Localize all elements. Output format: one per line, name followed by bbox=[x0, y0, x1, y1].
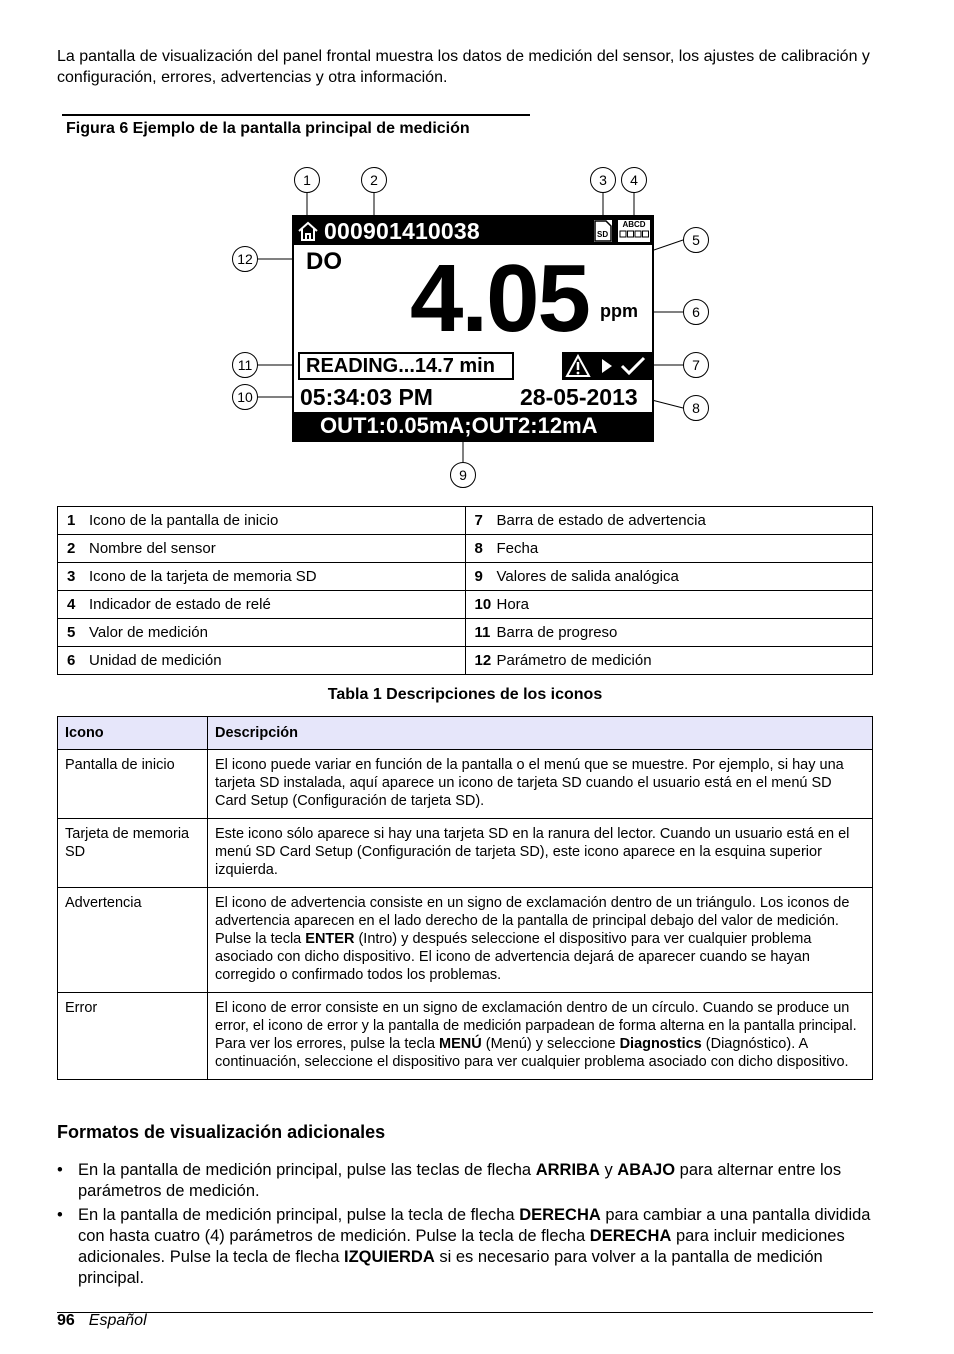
icon-description-cell: El icono de error consiste en un signo de exclamación dentro de un círculo. Cuando se produce un error, el icono de error y la pantalla de medición parpadean de forma alterna en la pantalla principal. Para ver los errores, pulse la tecla MENÚ (Menú) y seleccione Diagnostics (Diagnóstico). A continuación, seleccione el dispositivo para ver cualquier problema asociado con dicho dispositivo. bbox=[208, 993, 873, 1080]
legend-row bbox=[58, 647, 873, 675]
table-row bbox=[58, 750, 873, 819]
legend-row bbox=[58, 591, 873, 619]
legend-number: 10 bbox=[474, 596, 492, 613]
warning-triangle-icon bbox=[567, 356, 589, 376]
legend-label: Valores de salida analógica bbox=[496, 568, 679, 585]
list-item: • En la pantalla de medición principal, pulse la tecla de flecha DERECHA para cambiar a una pantalla dividida con hasta cuatro (4) parámetros de medición. Pulse la tecla de flecha DERECHA para incluir mediciones adicionales. Pulse la tecla de flecha IZQUIERDA si es necesario para volver a la pantalla de medición principal. bbox=[57, 1205, 877, 1289]
callout-8: 8 bbox=[683, 395, 709, 421]
legend-label: Nombre del sensor bbox=[89, 540, 216, 557]
legend-row bbox=[58, 535, 873, 563]
measurement-parameter: DO bbox=[306, 248, 342, 275]
legend-number: 12 bbox=[474, 652, 492, 669]
callout-4: 4 bbox=[621, 167, 647, 193]
legend-label: Barra de progreso bbox=[496, 624, 618, 641]
icon-name-cell: Advertencia bbox=[58, 888, 208, 993]
column-header-description: Descripción bbox=[208, 717, 873, 750]
legend-cell bbox=[465, 535, 873, 563]
sd-card-icon bbox=[594, 220, 612, 242]
intro-paragraph: La pantalla de visualización del panel frontal muestra los datos de medición del sensor, los ajustes de calibración y configuración, errores, advertencias y otra información. bbox=[57, 48, 870, 86]
legend-cell bbox=[58, 647, 466, 675]
figure-caption: Figura 6 Ejemplo de la pantalla principal de medición bbox=[66, 120, 470, 137]
measurement-unit: ppm bbox=[600, 301, 638, 321]
legend-cell bbox=[58, 507, 466, 535]
callout-5: 5 bbox=[683, 227, 709, 253]
legend-label: Valor de medición bbox=[89, 624, 208, 641]
sensor-name: 000901410038 bbox=[324, 218, 480, 244]
legend-number: 4 bbox=[67, 596, 76, 613]
callout-11: 11 bbox=[232, 352, 258, 378]
icon-description-cell: Este icono sólo aparece si hay una tarjeta SD en la ranura del lector. Cuando un usuario está en el menú SD Card Setup (Configuración de tarjeta SD), este icono aparece en la esquina superior izquierda. bbox=[208, 819, 873, 888]
legend-label: Unidad de medición bbox=[89, 652, 222, 669]
legend-label: Icono de la pantalla de inicio bbox=[89, 512, 279, 529]
footer-language: Español bbox=[88, 1312, 147, 1329]
callout-1: 1 bbox=[294, 167, 320, 193]
footer-rule bbox=[57, 1312, 873, 1313]
table-row bbox=[58, 888, 873, 993]
legend-label: Barra de estado de advertencia bbox=[496, 512, 706, 529]
legend-label: Icono de la tarjeta de memoria SD bbox=[89, 568, 317, 585]
icon-descriptions-table bbox=[57, 716, 873, 1080]
legend-row bbox=[58, 563, 873, 591]
arrow-right-icon bbox=[602, 359, 612, 373]
legend-label: Hora bbox=[496, 596, 530, 613]
icon-description-cell: El icono de advertencia consiste en un signo de exclamación dentro de un triángulo. Los iconos de advertencia aparecen en el lado derecho de la pantalla de principal debajo del valor de medición. Pulse la tecla ENTER (Intro) y después seleccione el dispositivo para ver cualquier problema asociado con dicho dispositivo. El icono de advertencia dejará de aparecer cuando se hayan corregido o confirmado todos los problemas. bbox=[208, 888, 873, 993]
table-caption: Tabla 1 Descripciones de los iconos bbox=[327, 686, 603, 703]
legend-number: 5 bbox=[67, 624, 76, 641]
legend-label: Fecha bbox=[496, 540, 539, 557]
sd-card-label: SD bbox=[597, 230, 609, 239]
analog-outputs-bar: OUT1:0.05mA;OUT2:12mA bbox=[294, 412, 652, 440]
table-row bbox=[58, 819, 873, 888]
legend-cell bbox=[58, 535, 466, 563]
legend-row bbox=[58, 619, 873, 647]
legend-cell bbox=[465, 647, 873, 675]
legend-number: 2 bbox=[67, 540, 76, 557]
relay-label: ABCD bbox=[622, 220, 646, 229]
legend-cell bbox=[58, 619, 466, 647]
legend-number: 8 bbox=[474, 540, 483, 557]
legend-cell bbox=[58, 563, 466, 591]
legend-cell bbox=[465, 507, 873, 535]
legend-label: Parámetro de medición bbox=[496, 652, 652, 669]
figure-rule bbox=[62, 114, 530, 116]
page-footer bbox=[57, 1312, 147, 1330]
bullet-list bbox=[57, 1160, 877, 1292]
legend-label: Indicador de estado de relé bbox=[89, 596, 271, 613]
callout-10: 10 bbox=[232, 384, 258, 410]
callout-2: 2 bbox=[361, 167, 387, 193]
section-title: Formatos de visualización adicionales bbox=[57, 1122, 386, 1142]
progress-bar: READING...14.7 min bbox=[298, 352, 514, 380]
legend-row bbox=[58, 507, 873, 535]
legend-cell bbox=[58, 591, 466, 619]
display-figure bbox=[180, 160, 760, 490]
figure-legend-table bbox=[57, 506, 873, 675]
status-bar-top bbox=[294, 217, 652, 245]
callout-7: 7 bbox=[683, 352, 709, 378]
legend-number: 1 bbox=[67, 512, 76, 529]
legend-cell bbox=[465, 563, 873, 591]
checkmark-icon bbox=[622, 358, 644, 373]
home-icon bbox=[297, 220, 319, 247]
measurement-value: 4.05 bbox=[410, 245, 589, 352]
callout-6: 6 bbox=[683, 299, 709, 325]
measurement-screen bbox=[292, 215, 654, 442]
page-number: 96 bbox=[57, 1312, 75, 1329]
legend-number: 7 bbox=[474, 512, 483, 529]
table-header-row bbox=[58, 717, 873, 750]
legend-number: 9 bbox=[474, 568, 483, 585]
icon-name-cell: Error bbox=[58, 993, 208, 1080]
time-readout: 05:34:03 PM bbox=[300, 384, 433, 410]
column-header-icon: Icono bbox=[58, 717, 208, 750]
legend-number: 3 bbox=[67, 568, 76, 585]
callout-3: 3 bbox=[590, 167, 616, 193]
relay-status-icon bbox=[618, 220, 650, 242]
callout-9: 9 bbox=[450, 462, 476, 488]
callout-12: 12 bbox=[232, 246, 258, 272]
legend-number: 11 bbox=[474, 624, 491, 641]
table-row bbox=[58, 993, 873, 1080]
legend-cell bbox=[465, 591, 873, 619]
list-item: • En la pantalla de medición principal, pulse las teclas de flecha ARRIBA y ABAJO para alternar entre los parámetros de medición. bbox=[57, 1160, 877, 1202]
icon-description-cell: El icono puede variar en función de la pantalla o el menú que se muestre. Por ejemplo, si hay una tarjeta SD instalada, aquí aparece un icono de tarjeta SD cuando el usuario está en el menú SD Card Setup (Configuración de tarjeta SD). bbox=[208, 750, 873, 819]
icon-name-cell: Tarjeta de memoria SD bbox=[58, 819, 208, 888]
legend-cell bbox=[465, 619, 873, 647]
icon-name-cell: Pantalla de inicio bbox=[58, 750, 208, 819]
warning-status-bar bbox=[562, 352, 654, 380]
legend-number: 6 bbox=[67, 652, 76, 669]
relay-boxes bbox=[619, 230, 649, 240]
date-readout: 28-05-2013 bbox=[520, 384, 638, 410]
